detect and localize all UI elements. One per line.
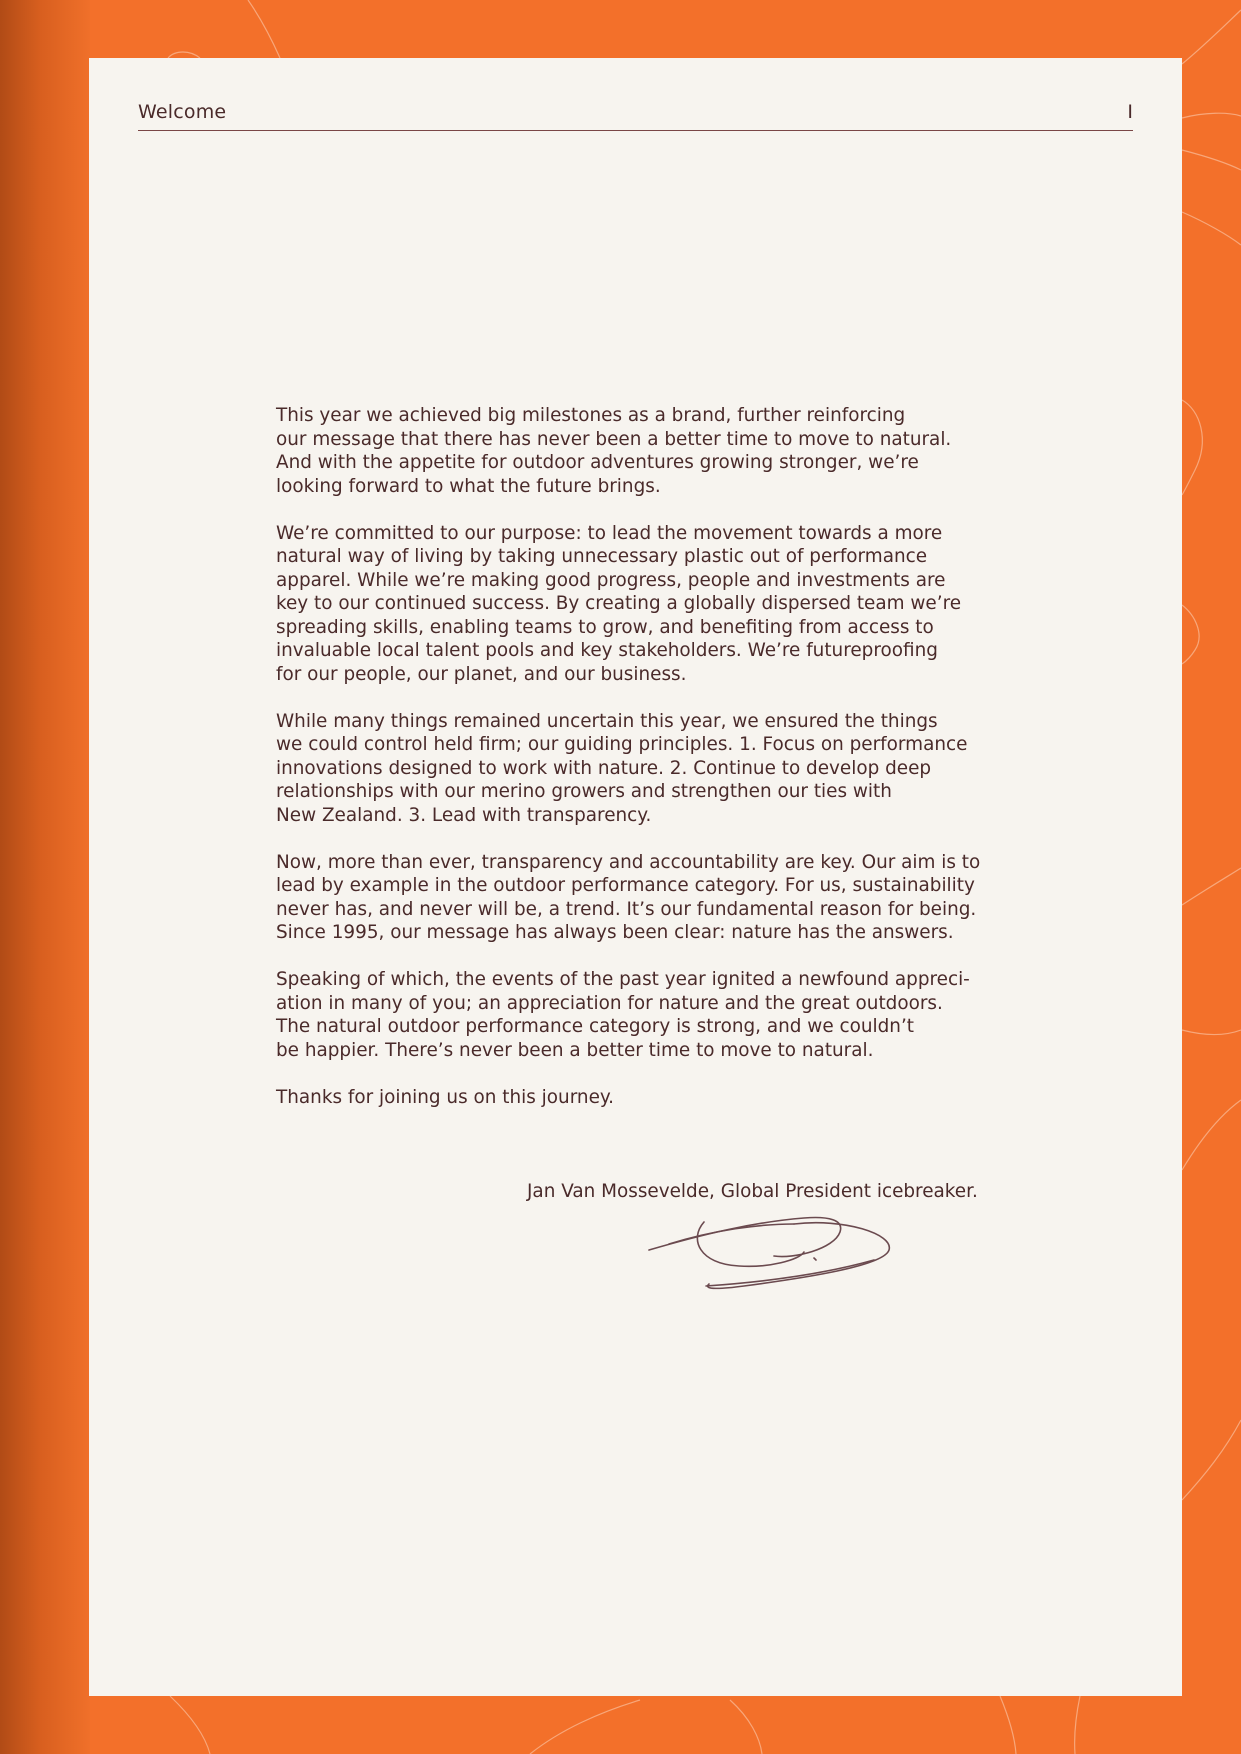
binding-spine: [0, 0, 90, 1754]
paragraph-4: Now, more than ever, transparency and accountability are key. Our aim is to lead by example in the outdoor performance category. For us, sustainability never has, and never will be, a trend. It’s our fundamental reason for being. Since 1995, our message has always been clear: nature has the answers.: [276, 851, 981, 943]
paragraph-3: While many things remained uncertain this year, we ensured the things we could control held firm; our guiding principles. 1. Focus on performance innovations designed to work with nature. 2. Continue to develop deep relationships with our merino growers and strengthen our ties with New Zealand. 3. Lead with transparency.: [276, 710, 968, 826]
letter-body: [276, 404, 1096, 1109]
paragraph-2: We’re committed to our purpose: to lead the movement towards a more natural way of living by taking unnecessary plastic out of performance apparel. While we’re making good progress, people and investments are key to our continued success. By creating a globally dispersed team we’re spreading skills, enabling teams to grow, and benefiting from access to invaluable local talent pools and key stakeholders. We’re futureproofing for our people, our planet, and our business.: [276, 522, 962, 685]
handwritten-signature: [644, 1194, 904, 1294]
closing-line: Thanks for joining us on this journey.: [276, 1086, 615, 1108]
section-title: Welcome: [138, 101, 227, 123]
paragraph-1: This year we achieved big milestones as a brand, further reinforcing our message that there has never been a better time to move to natural. And with the appetite for outdoor adventures growing stronger, we’re looking forward to what the future brings.: [276, 405, 952, 497]
page-header: [138, 98, 1133, 131]
page-number: I: [1127, 101, 1133, 123]
paragraph-5: Speaking of which, the events of the past year ignited a newfound appreci- ation in many of you; an appreciation for nature and the great outdoors. The natural outdoor performance category is strong, and we couldn’t be happier. There’s never been a better time to move to natural.: [276, 969, 970, 1061]
letter-page: [89, 58, 1182, 1696]
signoff: Jan Van Mossevelde, Global President icebreaker.: [527, 1181, 978, 1202]
